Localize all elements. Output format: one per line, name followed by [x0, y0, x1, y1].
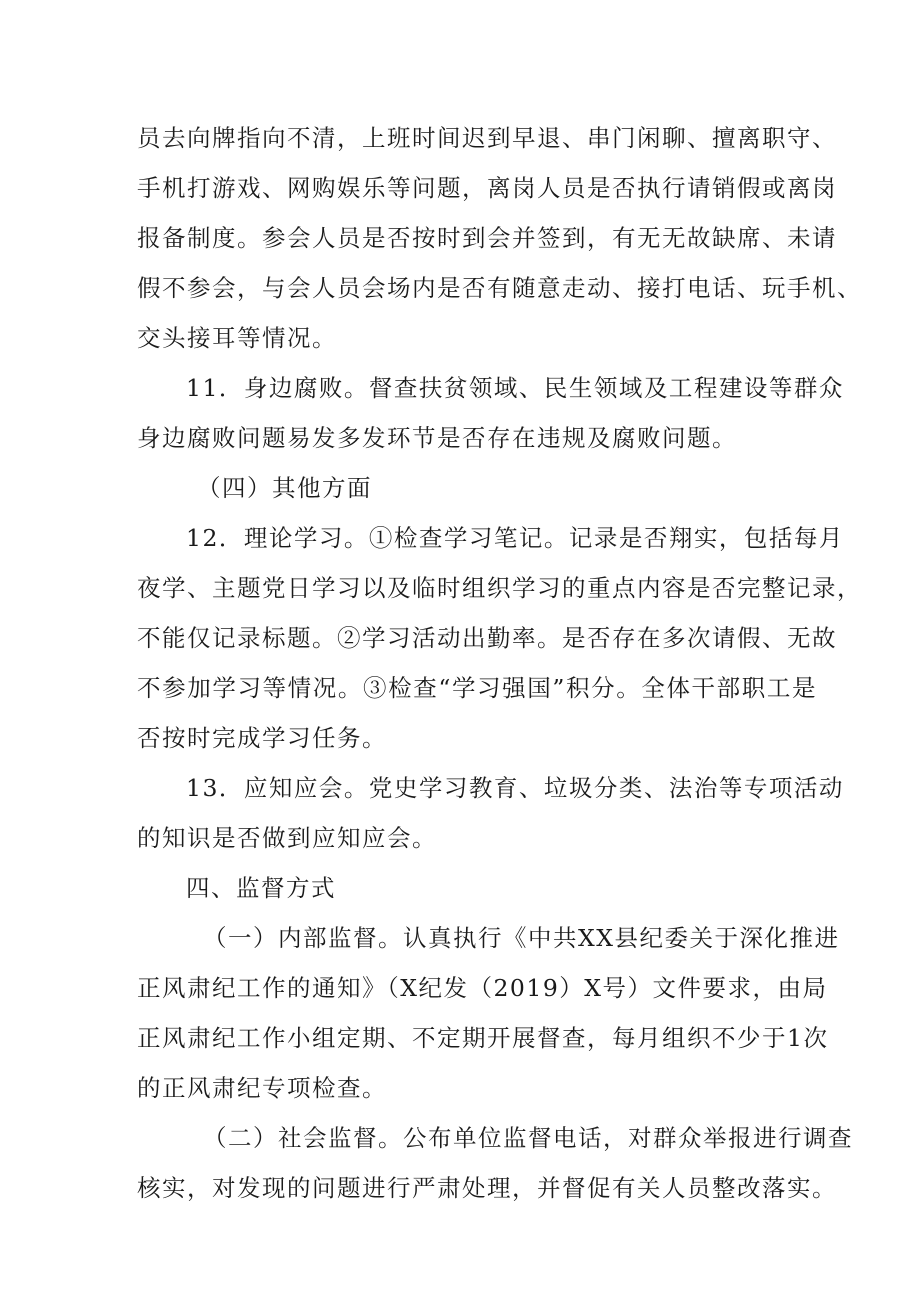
paragraph-line: 正风肃纪工作的通知》（X纪发（2019）X号）文件要求，由局 [137, 974, 828, 1002]
section-heading: 四、监督方式 [186, 874, 336, 902]
paragraph-line: 夜学、主题党日学习以及临时组织学习的重点内容是否完整记录， [137, 574, 862, 602]
paragraph-line: 11．身边腐败。督查扶贫领域、民生领域及工程建设等群众 [186, 374, 844, 402]
section-heading: （四）其他方面 [197, 474, 372, 502]
paragraph-line: 不能仅记录标题。②学习活动出勤率。是否存在多次请假、无故 [137, 624, 837, 652]
paragraph-line: 否按时完成学习任务。 [137, 724, 387, 752]
paragraph-line: 13．应知应会。党史学习教育、垃圾分类、法治等专项活动 [186, 774, 844, 802]
paragraph-line: （二）社会监督。公布单位监督电话，对群众举报进行调查 [203, 1124, 853, 1152]
paragraph-line: 12．理论学习。①检查学习笔记。记录是否翔实，包括每月 [186, 524, 844, 552]
paragraph-line: （一）内部监督。认真执行《中共XX县纪委关于深化推进 [203, 924, 840, 952]
paragraph-line: 假不参会，与会人员会场内是否有随意走动、接打电话、玩手机、 [137, 274, 862, 302]
paragraph-line: 报备制度。参会人员是否按时到会并签到，有无无故缺席、未请 [137, 224, 837, 252]
paragraph-line: 不参加学习等情况。③检查“学习强国”积分。全体干部职工是 [137, 674, 817, 702]
paragraph-line: 员去向牌指向不清，上班时间迟到早退、串门闲聊、擅离职守、 [137, 124, 837, 152]
paragraph-line: 手机打游戏、网购娱乐等问题，离岗人员是否执行请销假或离岗 [137, 174, 837, 202]
paragraph-line: 核实，对发现的问题进行严肃处理，并督促有关人员整改落实。 [137, 1174, 837, 1202]
paragraph-line: 正风肃纪工作小组定期、不定期开展督查，每月组织不少于1次 [137, 1024, 829, 1052]
paragraph-line: 交头接耳等情况。 [137, 324, 337, 352]
paragraph-line: 的知识是否做到应知应会。 [137, 824, 437, 852]
paragraph-line: 身边腐败问题易发多发环节是否存在违规及腐败问题。 [137, 424, 737, 452]
paragraph-line: 的正风肃纪专项检查。 [137, 1074, 387, 1102]
